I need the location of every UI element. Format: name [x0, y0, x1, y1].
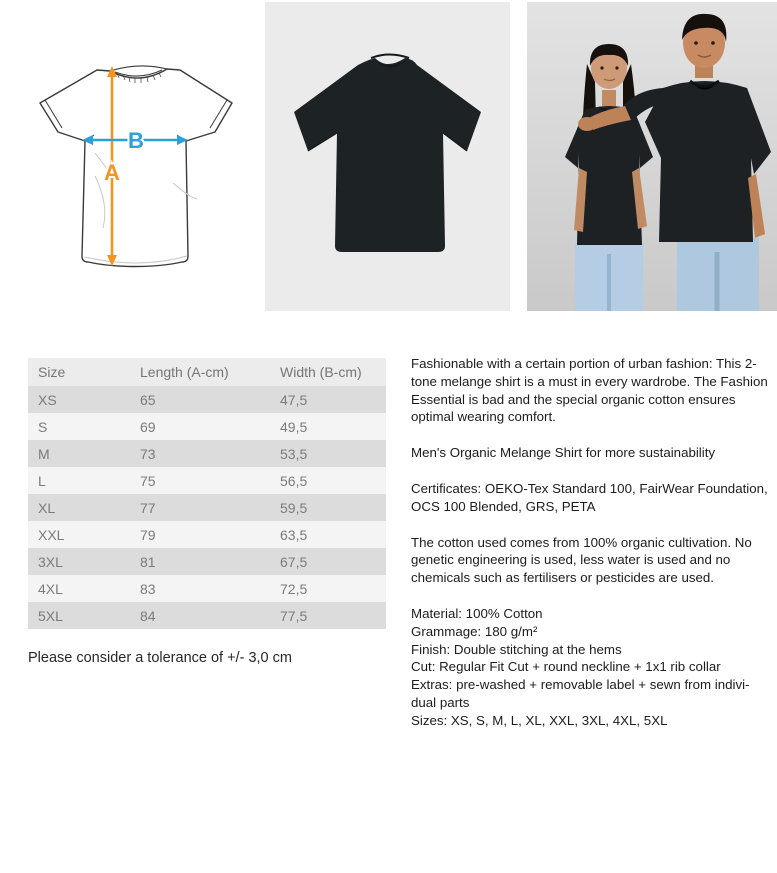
- tshirt-outline: [40, 69, 232, 267]
- man-hand: [578, 117, 596, 131]
- man-eye-right: [711, 41, 715, 45]
- width-cell: 59,5: [280, 499, 308, 516]
- woman-neck: [602, 90, 616, 106]
- table-row: [28, 521, 386, 548]
- length-arrow-label: A: [104, 160, 120, 185]
- length-cell: 65: [140, 391, 156, 408]
- black-tshirt-flatlay: [265, 2, 510, 311]
- description-paragraph: Men's Organic Melange Shirt for more sustainability: [411, 445, 716, 461]
- width-cell: 63,5: [280, 526, 308, 543]
- col-header-length: Length (A-cm): [130, 358, 270, 386]
- size-cell: XS: [38, 391, 57, 408]
- length-cell: 69: [140, 418, 156, 435]
- size-cell: 3XL: [38, 553, 63, 570]
- size-diagram-image[interactable]: [0, 0, 263, 311]
- spec-finish: Finish: Double stitching at the hems: [411, 641, 622, 657]
- table-row: [28, 467, 386, 494]
- col-header-size: Size: [28, 358, 130, 386]
- description-paragraph: Fashionable with a certain portion of urban fashion: This 2-tone melange shirt is a must in every wardrobe. The Fashion Essential is bad and the special organic cotton ensures optimal wearing comfort.: [411, 356, 768, 425]
- width-cell: 47,5: [280, 391, 308, 408]
- width-cell: 56,5: [280, 472, 308, 489]
- spec-material: Material: 100% Cotton: [411, 605, 543, 621]
- table-row: [28, 413, 386, 440]
- width-cell: 77,5: [280, 607, 308, 624]
- length-cell: 79: [140, 526, 156, 543]
- length-cell: 73: [140, 445, 156, 462]
- product-photo-flatlay[interactable]: [265, 2, 510, 311]
- size-cell: L: [38, 472, 46, 489]
- size-table-section: [28, 358, 386, 666]
- length-cell: 83: [140, 580, 156, 597]
- spec-cut: Cut: Regular Fit Cut + round neckline + 1x1 rib collar: [411, 659, 721, 675]
- width-cell: 53,5: [280, 445, 308, 462]
- size-cell: 4XL: [38, 580, 63, 597]
- size-table-header-row: [28, 358, 386, 386]
- size-cell: M: [38, 445, 50, 462]
- product-description: [411, 355, 777, 730]
- length-cell: 84: [140, 607, 156, 624]
- spec-list: [411, 605, 777, 730]
- size-cell: S: [38, 418, 48, 435]
- width-arrow-label: B: [128, 128, 144, 153]
- spec-extras: Extras: pre-washed + removable label + sewn from indivi-: [411, 677, 750, 693]
- width-cell: 72,5: [280, 580, 308, 597]
- size-cell: XL: [38, 499, 56, 516]
- product-photo-models[interactable]: [527, 2, 777, 311]
- man-eye-left: [694, 41, 698, 45]
- table-row: [28, 575, 386, 602]
- table-row: [28, 548, 386, 575]
- man-tshirt: [645, 81, 771, 242]
- size-cell: 5XL: [38, 607, 63, 624]
- woman-eye-right: [615, 66, 618, 69]
- models-wearing-tshirts: [527, 2, 777, 311]
- description-paragraph: The cotton used comes from 100% organic cultivation. No genetic engineering is used, less water is used and no chemicals such as fertilisers or pesticides are used.: [411, 534, 752, 586]
- woman-eye-left: [600, 66, 603, 69]
- width-cell: 67,5: [280, 553, 308, 570]
- size-cell: XXL: [38, 526, 65, 543]
- table-row: [28, 440, 386, 467]
- table-row: [28, 494, 386, 521]
- length-cell: 81: [140, 553, 156, 570]
- table-row: [28, 386, 386, 413]
- spec-extras-continued: dual parts: [411, 694, 470, 710]
- spec-grammage: Grammage: 180 g/m²: [411, 623, 538, 639]
- col-header-width: Width (B-cm): [270, 358, 386, 386]
- tshirt-measurement-diagram: [35, 58, 240, 273]
- length-cell: 77: [140, 499, 156, 516]
- width-cell: 49,5: [280, 418, 308, 435]
- description-paragraph: Certificates: OEKO-Tex Standard 100, FairWear Foundation, OCS 100 Blended, GRS, PETA: [411, 480, 768, 514]
- spec-sizes: Sizes: XS, S, M, L, XL, XXL, 3XL, 4XL, 5XL: [411, 712, 668, 728]
- table-row: [28, 602, 386, 629]
- tolerance-note: Please consider a tolerance of +/- 3,0 cm: [28, 650, 292, 666]
- size-table: [28, 358, 386, 629]
- length-cell: 75: [140, 472, 156, 489]
